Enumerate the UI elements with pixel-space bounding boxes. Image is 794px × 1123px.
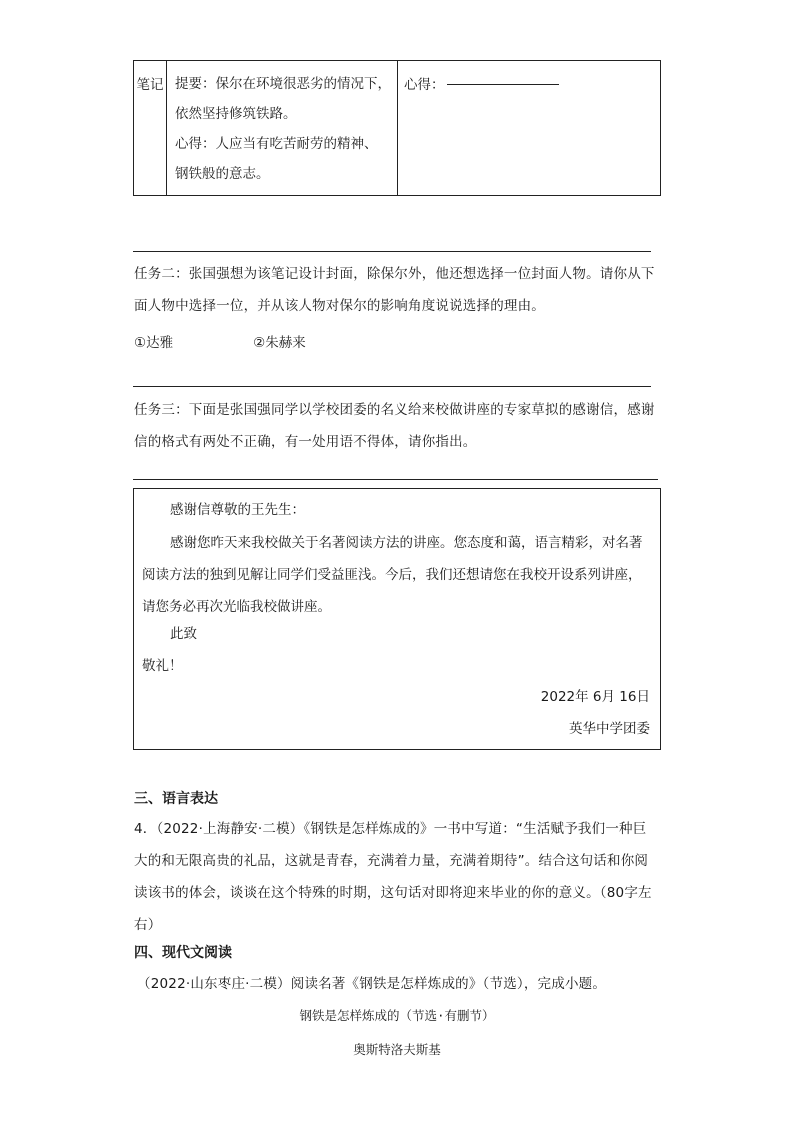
letter-date: 2022年 6月 16日: [540, 689, 650, 705]
answer-line-1[interactable]: [133, 251, 651, 252]
notes-summary-cell: [167, 61, 398, 195]
task2-text: 任务二：张国强想为该笔记设计封面，除保尔外，他还想选择一位封面人物。请你从下面人物中选择一位，并从该人物对保尔的影响角度说说选择的理由。: [134, 266, 655, 314]
excerpt-author: 奥斯特洛夫斯基: [353, 1042, 441, 1057]
section3-heading: 三、语言表达: [134, 791, 218, 807]
section4-intro: （2022·山东枣庄·二模）阅读名著《钢铁是怎样炼成的》（节选），完成小题。: [137, 976, 607, 992]
answer-blank[interactable]: [447, 83, 559, 85]
notes-table: [133, 60, 661, 196]
question-4: 4．（2022·上海静安·二模）《钢铁是怎样炼成的》一书中写道：“生活赋予我们一种巨大的和无限高贵的礼品，这就是青春，充满着力量，充满着期待”。结合这句话和你阅读该书的体会，谈谈在这个特殊的时期，这句话对即将迎来毕业的你的意义。（80字左右）: [134, 821, 652, 933]
insight-line-1: 心得：人应当有吃苦耐劳的精神、: [175, 136, 378, 152]
letter-closing: 此致: [170, 626, 197, 642]
letter-salute: 敬礼！: [142, 658, 183, 674]
notes-label-cell: [134, 61, 167, 195]
notes-label: 笔记: [136, 77, 164, 93]
summary-line-2: 依然坚持修筑铁路。: [175, 106, 297, 122]
notes-insight-cell: [398, 61, 660, 195]
section4-heading: 四、现代文阅读: [134, 945, 232, 961]
task2-options: [134, 329, 306, 357]
letter-heading: 感谢信尊敬的王先生：: [170, 502, 305, 518]
answer-line-3[interactable]: [133, 479, 658, 480]
task3-text: 任务三：下面是张国强同学以学校团委的名义给来校做讲座的专家草拟的感谢信，感谢信的格式有两处不正确，有一处用语不得体，请你指出。: [134, 402, 655, 450]
letter-body: 感谢您昨天来我校做关于名著阅读方法的讲座。您态度和蔼，语言精彩，对名著阅读方法的独到见解让同学们受益匪浅。今后，我们还想请您在我校开设系列讲座，请您务必再次光临我校做讲座。: [142, 535, 643, 615]
insight-line-2: 钢铁般的意志。: [175, 166, 270, 182]
summary-line-1: 提要：保尔在环境很恶劣的情况下，: [175, 76, 391, 92]
thank-you-letter: [133, 488, 661, 750]
option-daya: ①达雅: [134, 335, 174, 351]
answer-line-2[interactable]: [133, 386, 651, 387]
excerpt-title: 钢铁是怎样炼成的（节选·有删节）: [299, 1008, 495, 1023]
right-insight-label: 心得：: [404, 77, 445, 93]
option-zhuhelai: ②朱赫来: [253, 335, 306, 351]
letter-signer: 英华中学团委: [569, 721, 650, 737]
